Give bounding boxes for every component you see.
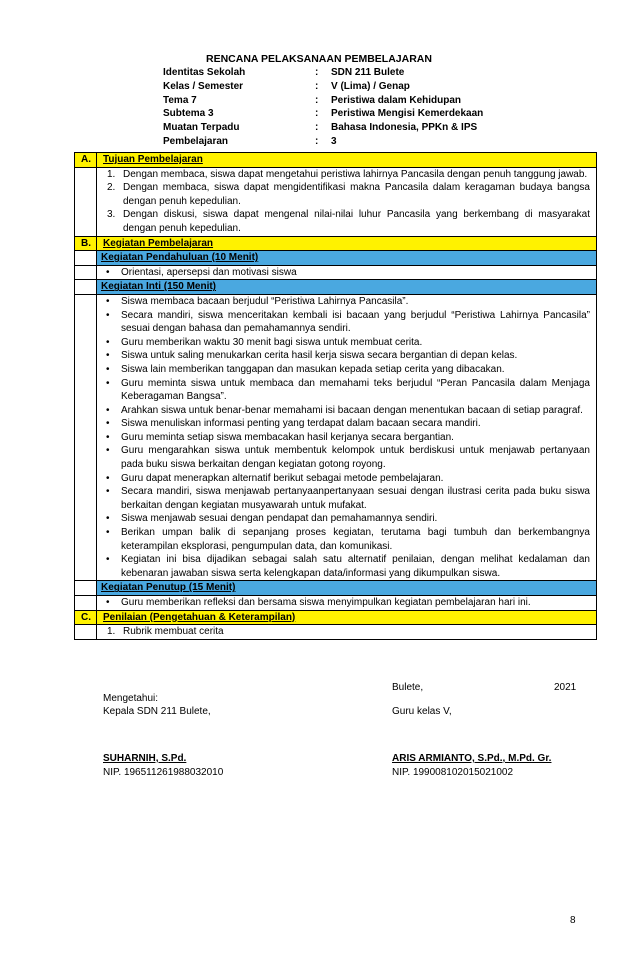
item-text: Guru mengarahkan siswa untuk membentuk kelompok untuk berdiskusi untuk menjawab pertanyaan pada buku siswa berkaitan dengan kegiatan gotong royong. (121, 445, 590, 471)
section-a-body (75, 167, 597, 236)
item-text: Secara mandiri, siswa menceritakan kembali isi bacaan yang berjudul “Peristiwa Lahirnya Pancasila” sesuai dengan bahasa dan pemahamannya sendiri. (121, 309, 590, 335)
item-text: Secara mandiri, siswa menjawab pertanyaanpertanyaan sesuai dengan ilustrasi cerita pada buku siswa berkaitan dengan kegiatan musyawarah untuk mufakat. (121, 486, 590, 511)
section-b-header (75, 236, 597, 251)
item-text: Siswa menjawab sesuai dengan pendapat dan pemahamannya sendiri. (121, 513, 438, 525)
identity-value: Bahasa Indonesia, PPKn & IPS (331, 122, 478, 134)
list-item (103, 349, 590, 363)
list-item (103, 208, 590, 235)
item-text: Orientasi, apersepsi dan motivasi siswa (121, 266, 297, 278)
bullet-icon: • (106, 350, 110, 362)
section-c-header (75, 610, 597, 625)
section-letter: C. (75, 610, 97, 625)
item-text: Kegiatan ini bisa dijadikan sebagai salah satu alternatif penilaian, dengan melihat kedalaman dan kebenaran jawaban siswa serta kelengkapan data/informasi yang dikumpulkan siswa. (121, 554, 590, 579)
bullet-icon: • (106, 431, 110, 443)
right-signer-nip: NIP. 199008102015021002 (392, 766, 514, 778)
item-text: Guru meminta setiap siswa membacakan hasil kerjanya secara bergantian. (121, 431, 454, 443)
list-item (103, 526, 590, 553)
objectives-list (103, 168, 590, 236)
identity-label: Tema 7 (163, 94, 197, 106)
place-date-left: Bulete, (392, 682, 424, 693)
identity-value: V (Lima) / Genap (331, 80, 410, 92)
item-text: Siswa membaca bacaan berjudul “Peristiwa Lahirnya Pancasila”. (121, 295, 409, 307)
bullet-icon: • (106, 336, 110, 348)
document-title: RENCANA PELAKSANAAN PEMBELAJARAN (206, 53, 432, 65)
list-item (103, 596, 590, 610)
bullet-icon: • (106, 363, 110, 375)
penutup-header (75, 581, 597, 596)
list-item (103, 363, 590, 377)
item-text: Dengan diskusi, siswa dapat mengenal nilai-nilai luhur Pancasila yang berkembang di masyarakat dengan penuh kepedulian. (123, 209, 590, 234)
list-item (103, 512, 590, 526)
item-text: Berikan umpan balik di sepanjang proses kegiatan, terutama bagi tumbuh dan berkembangnya keterampilan eksplorasi, pengumpulan data, dan komunikasi. (121, 527, 590, 552)
identity-value: Peristiwa dalam Kehidupan (331, 94, 462, 106)
list-item (103, 417, 590, 431)
subsection-title: Kegiatan Penutup (15 Menit) (97, 581, 597, 596)
identity-label: Muatan Terpadu (163, 122, 240, 134)
list-item (103, 431, 590, 445)
list-item (103, 377, 590, 404)
item-text: Guru dapat menerapkan alternatif berikut sebagai metode pembelajaran. (121, 472, 444, 484)
subsection-title: Kegiatan Pendahuluan (10 Menit) (97, 251, 597, 266)
list-item (103, 266, 590, 280)
identity-row (163, 107, 523, 121)
bullet-icon: • (106, 377, 110, 389)
left-signer-block (103, 752, 223, 779)
bullet-icon: • (106, 527, 110, 539)
right-signer-name: ARIS ARMIANTO, S.Pd., M.Pd. Gr. (392, 753, 552, 764)
identity-row (163, 121, 523, 135)
list-item (103, 485, 590, 512)
bullet-icon: • (106, 486, 110, 498)
item-text: Siswa menuliskan informasi penting yang terdapat dalam bacaan secara mandiri. (121, 418, 481, 430)
identity-row (163, 135, 523, 149)
identity-row (163, 66, 523, 80)
right-signer-role: Guru kelas V, (392, 706, 452, 717)
subsection-title: Kegiatan Inti (150 Menit) (97, 280, 597, 295)
list-item (103, 336, 590, 350)
list-item (103, 309, 590, 336)
item-text: Dengan membaca, siswa dapat mengidentifikasi makna Pancasila dalam keragaman budaya bangsa dengan penuh kepedulian. (123, 182, 590, 207)
identity-colon: : (315, 67, 319, 78)
bullet-icon: • (106, 309, 110, 321)
bullet-icon: • (106, 554, 110, 566)
bullet-icon: • (106, 597, 110, 608)
identity-colon: : (315, 108, 319, 120)
section-title: Tujuan Pembelajaran (97, 153, 597, 168)
place-date-year: 2021 (554, 682, 577, 693)
identity-value: SDN 211 Bulete (331, 67, 405, 78)
left-signer-nip: NIP. 196511261988032010 (103, 766, 224, 778)
identity-value: Peristiwa Mengisi Kemerdekaan (331, 108, 484, 120)
bullet-icon: • (106, 513, 110, 525)
section-title: Penilaian (Pengetahuan & Keterampilan) (97, 610, 597, 625)
page-number: 8 (570, 915, 576, 926)
section-letter: A. (75, 153, 97, 168)
item-text: Guru memberikan waktu 30 menit bagi siswa untuk membuat cerita. (121, 336, 423, 348)
left-signer-role: Kepala SDN 211 Bulete, (103, 706, 211, 717)
identity-row (163, 94, 523, 108)
section-c-body (75, 625, 597, 640)
assessment-list (103, 625, 590, 639)
penutup-body (75, 596, 597, 611)
item-text: Guru meminta siswa untuk membaca dan memahami teks berjudul “Peran Pancasila dalam Menjaga Keberagaman Bangsa”. (121, 377, 590, 403)
identity-block (163, 66, 523, 149)
list-item (103, 295, 590, 309)
identity-label: Kelas / Semester (163, 80, 244, 92)
section-a-header (75, 153, 597, 168)
item-number: 1. (107, 168, 116, 180)
bullet-icon: • (106, 472, 110, 484)
bullet-icon: • (106, 445, 110, 457)
inti-body (75, 294, 597, 580)
left-signer-name: SUHARNIH, S.Pd. (103, 753, 187, 764)
inti-list (103, 295, 590, 580)
identity-label: Identitas Sekolah (163, 67, 246, 78)
mengetahui-label: Mengetahui: (103, 693, 159, 704)
list-item (103, 553, 590, 580)
identity-value: 3 (331, 135, 337, 147)
item-text: Dengan membaca, siswa dapat mengetahui peristiwa lahirnya Pancasila dengan penuh tanggung jawab. (123, 168, 588, 180)
identity-colon: : (315, 80, 319, 92)
place-date (392, 681, 423, 695)
bullet-icon: • (106, 266, 110, 278)
item-text: Guru memberikan refleksi dan bersama siswa menyimpulkan kegiatan pembelajaran hari ini. (121, 597, 531, 608)
identity-colon: : (315, 94, 319, 106)
pendahuluan-header (75, 251, 597, 266)
list-item (103, 625, 590, 639)
list-item (103, 168, 590, 182)
identity-colon: : (315, 135, 319, 147)
list-item (103, 472, 590, 486)
right-signer-block (392, 752, 551, 779)
item-text: Arahkan siswa untuk benar-benar memahami isi bacaan dengan menentukan bacaan di setiap paragraf. (121, 404, 583, 416)
item-number: 2. (107, 182, 116, 194)
pendahuluan-body (75, 265, 597, 280)
identity-label: Pembelajaran (163, 135, 229, 147)
list-item (103, 444, 590, 471)
section-letter: B. (75, 236, 97, 251)
penutup-list (103, 596, 590, 610)
lesson-plan-table (74, 152, 597, 640)
section-title: Kegiatan Pembelajaran (97, 236, 597, 251)
identity-colon: : (315, 122, 319, 134)
bullet-icon: • (106, 295, 110, 307)
identity-label: Subtema 3 (163, 108, 214, 120)
inti-header (75, 280, 597, 295)
list-item (103, 404, 590, 418)
item-text: Rubrik membuat cerita (123, 626, 224, 638)
item-text: Siswa lain memberikan tanggapan dan masukan kepada setiap cerita yang dibacakan. (121, 363, 505, 375)
bullet-icon: • (106, 418, 110, 430)
item-number: 1. (107, 626, 116, 638)
item-text: Siswa untuk saling menukarkan cerita hasil kerja siswa secara bergantian di depan kelas. (121, 350, 518, 362)
bullet-icon: • (106, 404, 110, 416)
pendahuluan-list (103, 266, 590, 280)
identity-row (163, 80, 523, 94)
list-item (103, 181, 590, 208)
item-number: 3. (107, 209, 116, 221)
